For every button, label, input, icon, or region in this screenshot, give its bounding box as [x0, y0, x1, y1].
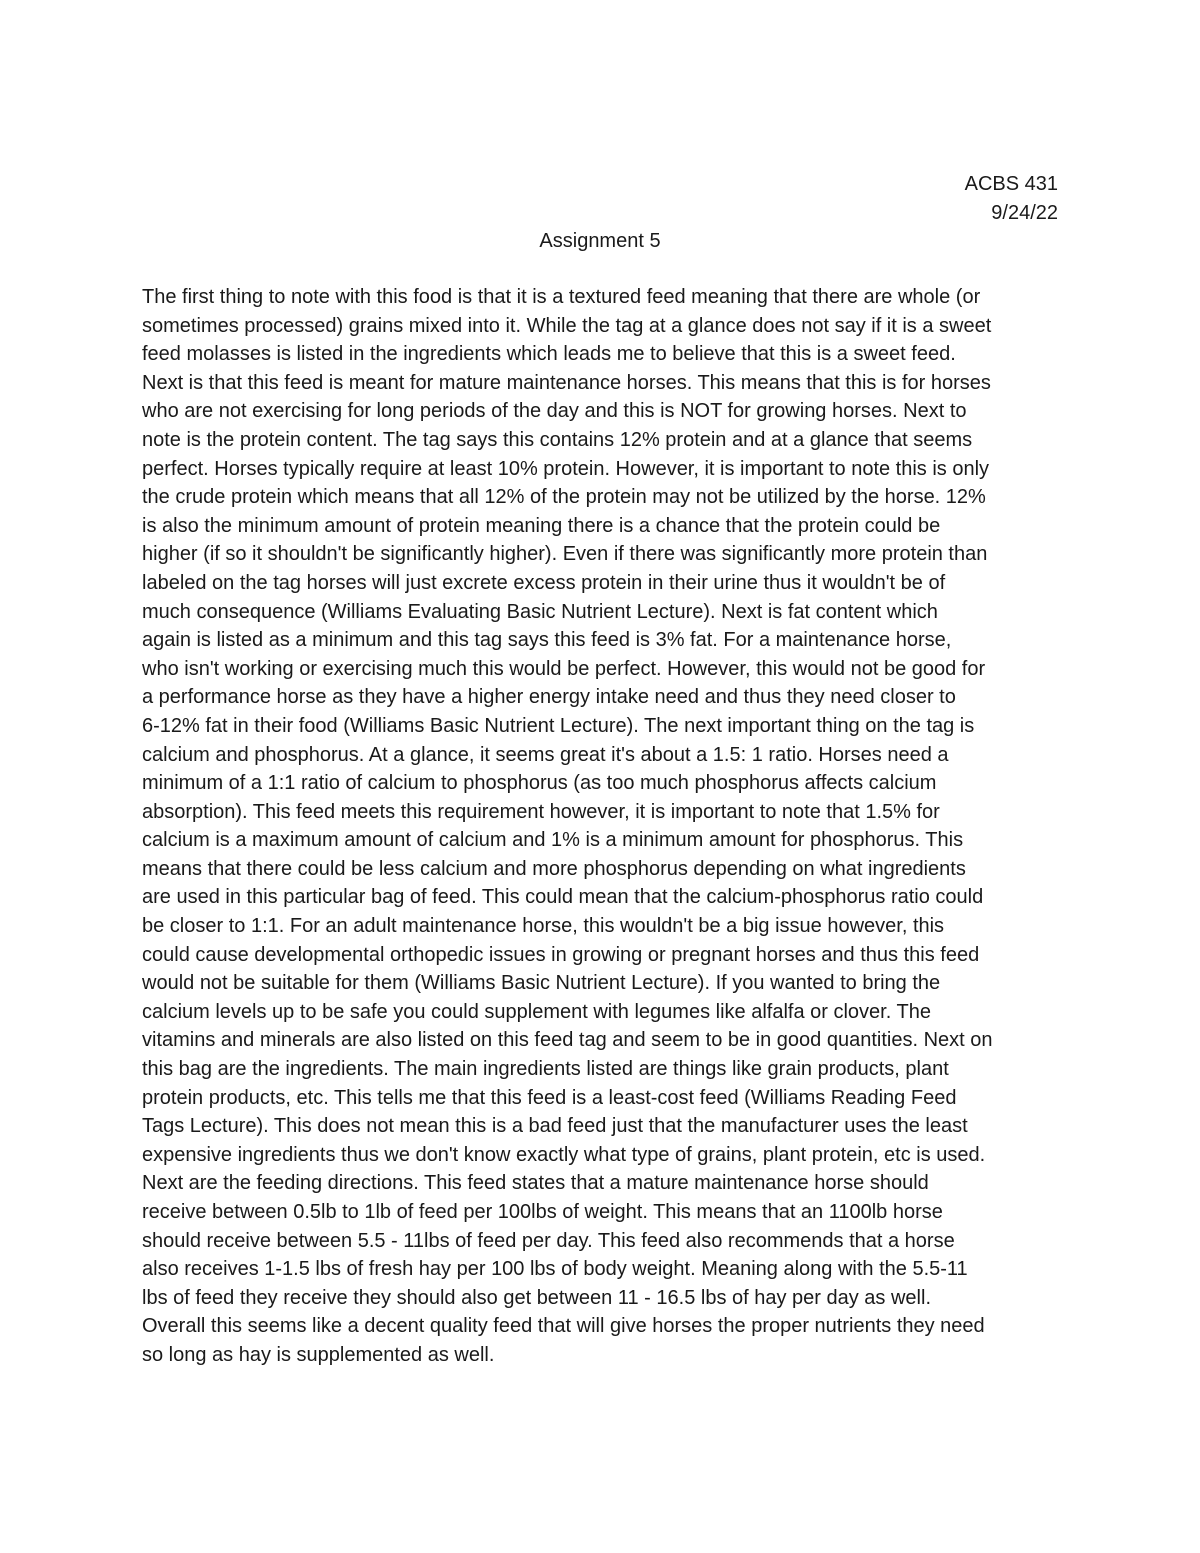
paragraph-line: labeled on the tag horses will just excrete excess protein in their urine thus it wouldn't be of: [142, 571, 946, 594]
paragraph-line: perfect. Horses typically require at least 10% protein. However, it is important to note this is only: [142, 457, 990, 480]
paragraph-line: calcium is a maximum amount of calcium and 1% is a minimum amount for phosphorus. This: [142, 829, 964, 852]
paragraph-line: minimum of a 1:1 ratio of calcium to phosphorus (as too much phosphorus affects calcium: [142, 772, 937, 795]
paragraph-line: means that there could be less calcium and more phosphorus depending on what ingredients: [142, 857, 966, 880]
paragraph-line: receive between 0.5lb to 1lb of feed per 100lbs of weight. This means that an 1100lb horse: [142, 1201, 943, 1223]
paragraph-line: are used in this particular bag of feed. This could mean that the calcium-phosphorus ratio could: [142, 886, 984, 909]
paragraph-line: 6-12% fat in their food (Williams Basic Nutrient Lecture). The next important thing on the tag is: [142, 714, 975, 737]
paragraph-line: protein products, etc. This tells me that this feed is a least-cost feed (Williams Reading Feed: [142, 1086, 957, 1109]
body-paragraph: [142, 283, 1072, 1370]
paragraph-line: note is the protein content. The tag says this contains 12% protein and at a glance that seems: [142, 428, 973, 451]
paragraph-line: also receives 1-1.5 lbs of fresh hay per 100 lbs of body weight. Meaning along with the 5.5-11: [142, 1258, 968, 1281]
paragraph-line: absorption). This feed meets this requirement however, it is important to note that 1.5% for: [142, 800, 940, 823]
course-code: ACBS 431: [964, 173, 1058, 195]
paragraph-line: this bag are the ingredients. The main ingredients listed are things like grain products, plant: [142, 1058, 949, 1081]
paragraph-line: lbs of feed they receive they should also get between 11 - 16.5 lbs of hay per day as well.: [142, 1286, 931, 1309]
paragraph-line: is also the minimum amount of protein meaning there is a chance that the protein could be: [142, 514, 941, 537]
paragraph-line: feed molasses is listed in the ingredients which leads me to believe that this is a sweet feed.: [142, 343, 956, 366]
paragraph-line: The first thing to note with this food is that it is a textured feed meaning that there are whole (or: [142, 286, 981, 308]
paragraph-line: Next is that this feed is meant for mature maintenance horses. This means that this is for horses: [142, 371, 991, 394]
header-block: [965, 170, 1058, 228]
paragraph-line: vitamins and minerals are also listed on this feed tag and seem to be in good quantities. Next on: [142, 1029, 993, 1052]
assignment-date: 9/24/22: [991, 202, 1058, 224]
paragraph-line: again is listed as a minimum and this tag says this feed is 3% fat. For a maintenance horse,: [142, 629, 952, 652]
paragraph-line: so long as hay is supplemented as well.: [142, 1343, 495, 1366]
document-title: Assignment 5: [539, 230, 661, 252]
paragraph-line: expensive ingredients thus we don't know exactly what type of grains, plant protein, etc is used.: [142, 1143, 986, 1166]
paragraph-line: Tags Lecture). This does not mean this is a bad feed just that the manufacturer uses the least: [142, 1115, 968, 1138]
paragraph-line: Overall this seems like a decent quality feed that will give horses the proper nutrients they need: [142, 1315, 985, 1338]
paragraph-line: higher (if so it shouldn't be significantly higher). Even if there was significantly more protein than: [142, 543, 988, 566]
paragraph-line: who isn't working or exercising much this would be perfect. However, this would not be good for: [142, 657, 986, 680]
paragraph-line: should receive between 5.5 - 11lbs of feed per day. This feed also recommends that a horse: [142, 1229, 955, 1252]
paragraph-line: calcium levels up to be safe you could supplement with legumes like alfalfa or clover. The: [142, 1000, 931, 1023]
paragraph-line: sometimes processed) grains mixed into it. While the tag at a glance does not say if it is a sweet: [142, 314, 992, 337]
paragraph-line: Next are the feeding directions. This feed states that a mature maintenance horse should: [142, 1172, 929, 1195]
paragraph-line: who are not exercising for long periods of the day and this is NOT for growing horses. Next to: [142, 400, 967, 423]
paragraph-line: a performance horse as they have a higher energy intake need and thus they need closer to: [142, 686, 956, 709]
paragraph-line: would not be suitable for them (Williams Basic Nutrient Lecture). If you wanted to bring the: [142, 972, 941, 995]
paragraph-line: be closer to 1:1. For an adult maintenance horse, this wouldn't be a big issue however, this: [142, 915, 945, 938]
paragraph-line: calcium and phosphorus. At a glance, it seems great it's about a 1.5: 1 ratio. Horses need a: [142, 743, 949, 766]
paragraph-line: much consequence (Williams Evaluating Basic Nutrient Lecture). Next is fat content which: [142, 600, 938, 623]
paragraph-line: the crude protein which means that all 12% of the protein may not be utilized by the horse. 12%: [142, 486, 986, 509]
paragraph-line: could cause developmental orthopedic issues in growing or pregnant horses and thus this feed: [142, 943, 980, 966]
